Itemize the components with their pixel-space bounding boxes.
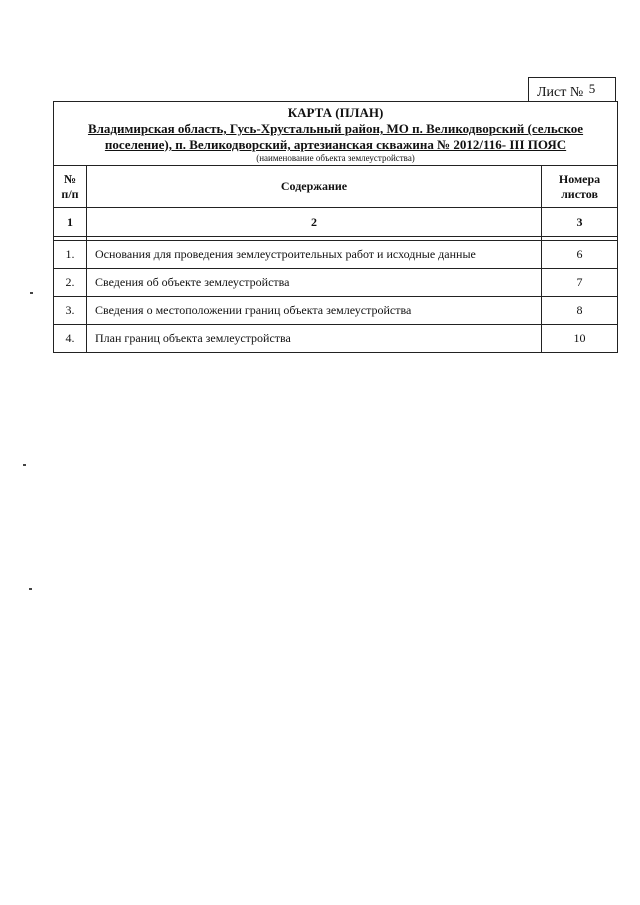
table-row xyxy=(54,241,618,269)
header-sheets-line-2: листов xyxy=(561,186,598,201)
row-content: Сведения о местоположении границ объекта землеустройства xyxy=(87,297,542,325)
table-row xyxy=(54,297,618,325)
row-sheets: 8 xyxy=(542,297,618,325)
header-num xyxy=(54,166,87,208)
row-content: План границ объекта землеустройства xyxy=(87,325,542,353)
header-content: Содержание xyxy=(87,166,542,208)
column-number-1: 1 xyxy=(54,208,87,237)
object-name-caption: (наименование объекта землеустройства) xyxy=(256,153,415,163)
scan-speck xyxy=(23,464,26,466)
header-num-line-2: п/п xyxy=(61,186,79,201)
row-number: 3. xyxy=(54,297,87,325)
document-title-block xyxy=(54,102,618,166)
sheet-number-box xyxy=(528,77,616,101)
contents-table xyxy=(53,101,618,353)
header-sheets-line-1: Номера xyxy=(558,171,601,186)
row-sheets: 6 xyxy=(542,241,618,269)
sheet-label: Лист № xyxy=(537,85,584,100)
row-content: Сведения об объекте землеустройства xyxy=(87,269,542,297)
row-sheets: 10 xyxy=(542,325,618,353)
object-address-line-1: Владимирская область, Гусь-Хрустальный район, МО п. Великодворский (сельское xyxy=(87,121,584,136)
row-sheets: 7 xyxy=(542,269,618,297)
scan-speck xyxy=(29,588,32,590)
header-num-line-1: № xyxy=(63,171,77,186)
scan-speck xyxy=(30,292,33,294)
row-content: Основания для проведения землеустроительных работ и исходные данные xyxy=(87,241,542,269)
header-sheets xyxy=(542,166,618,208)
column-number-2: 2 xyxy=(87,208,542,237)
row-number: 2. xyxy=(54,269,87,297)
column-number-3: 3 xyxy=(542,208,618,237)
table-row xyxy=(54,325,618,353)
document-title: КАРТА (ПЛАН) xyxy=(287,105,384,120)
sheet-number: 5 xyxy=(588,81,596,96)
object-address-line-2: поселение), п. Великодворский, артезианская скважина № 2012/116- III ПОЯС xyxy=(104,137,567,152)
table-row xyxy=(54,269,618,297)
row-number: 4. xyxy=(54,325,87,353)
row-number: 1. xyxy=(54,241,87,269)
